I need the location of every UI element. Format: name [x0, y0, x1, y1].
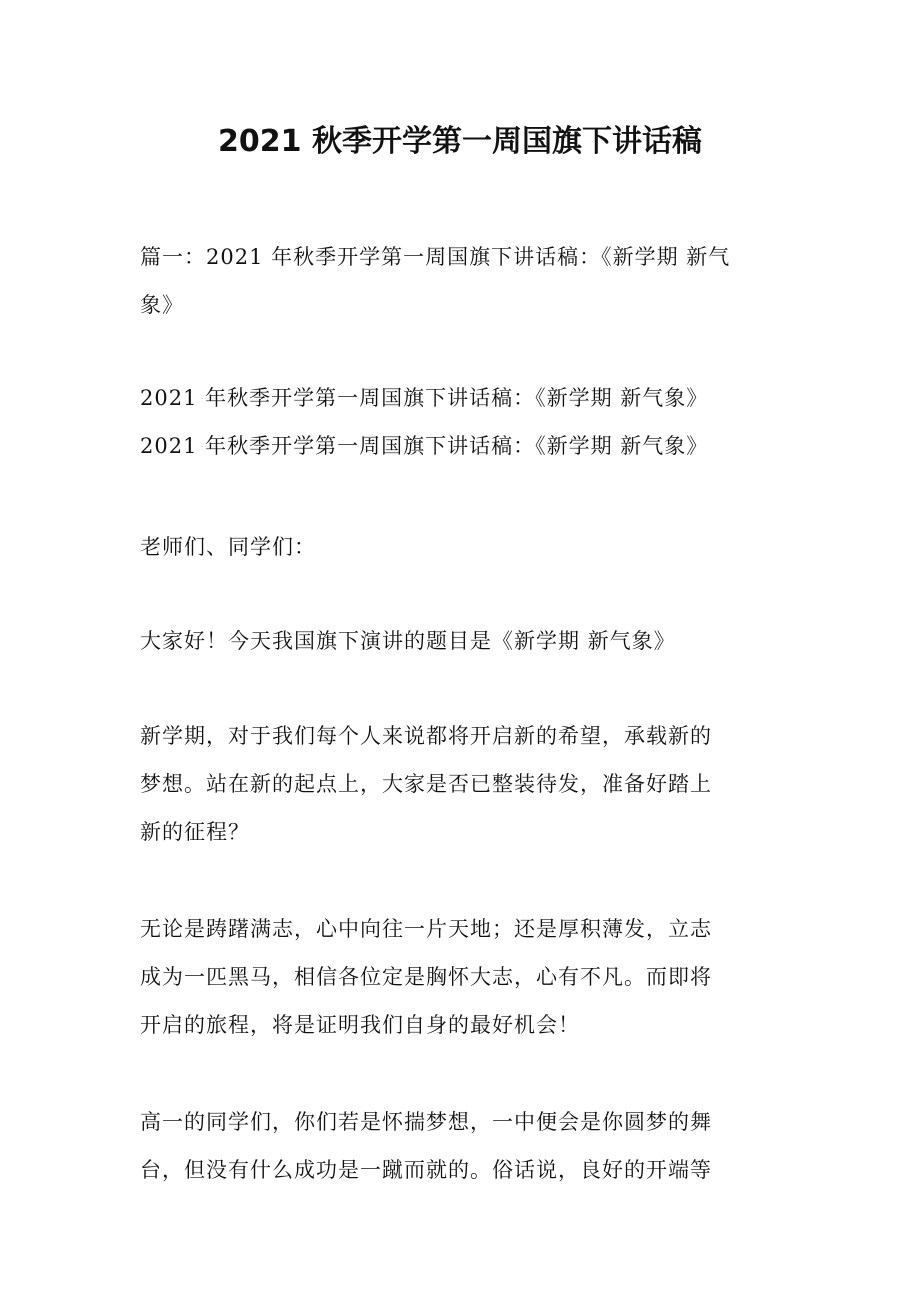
paragraph-line: 新学期，对于我们每个人来说都将开启新的希望，承载新的: [140, 724, 712, 748]
paragraph-line: 象》: [140, 293, 184, 317]
paragraph-1: [140, 233, 782, 329]
paragraph-6: [140, 905, 782, 1049]
paragraph-line: 2021 年秋季开学第一周国旗下讲话稿：《新学期 新气象》: [140, 434, 709, 458]
paragraph-line: 新的征程？: [140, 820, 250, 844]
paragraph-line: 台，但没有什么成功是一蹴而就的。俗话说，良好的开端等: [140, 1158, 712, 1182]
paragraph-4: [140, 617, 782, 665]
paragraph-line: 梦想。站在新的起点上，大家是否已整装待发，准备好踏上: [140, 772, 712, 796]
paragraph-line: 成为一匹黑马，相信各位定是胸怀大志，心有不凡。而即将: [140, 965, 712, 989]
paragraph-line: 大家好！今天我国旗下演讲的题目是《新学期 新气象》: [140, 629, 676, 653]
paragraph-line: 高一的同学们，你们若是怀揣梦想，一中便会是你圆梦的舞: [140, 1110, 712, 1134]
paragraph-3: [140, 523, 782, 571]
paragraph-line: 无论是踌躇满志，心中向往一片天地；还是厚积薄发，立志: [140, 917, 712, 941]
paragraph-7: [140, 1098, 782, 1194]
paragraph-2: [140, 374, 782, 470]
paragraph-line: 篇一：2021 年秋季开学第一周国旗下讲话稿：《新学期 新气: [140, 245, 731, 269]
paragraph-line: 2021 年秋季开学第一周国旗下讲话稿：《新学期 新气象》: [140, 386, 709, 410]
paragraph-5: [140, 712, 782, 856]
paragraph-line: 开启的旅程，将是证明我们自身的最好机会！: [140, 1013, 580, 1037]
paragraph-line: 老师们、同学们：: [140, 535, 316, 559]
document-title: 2021 秋季开学第一周国旗下讲话稿: [218, 124, 702, 159]
